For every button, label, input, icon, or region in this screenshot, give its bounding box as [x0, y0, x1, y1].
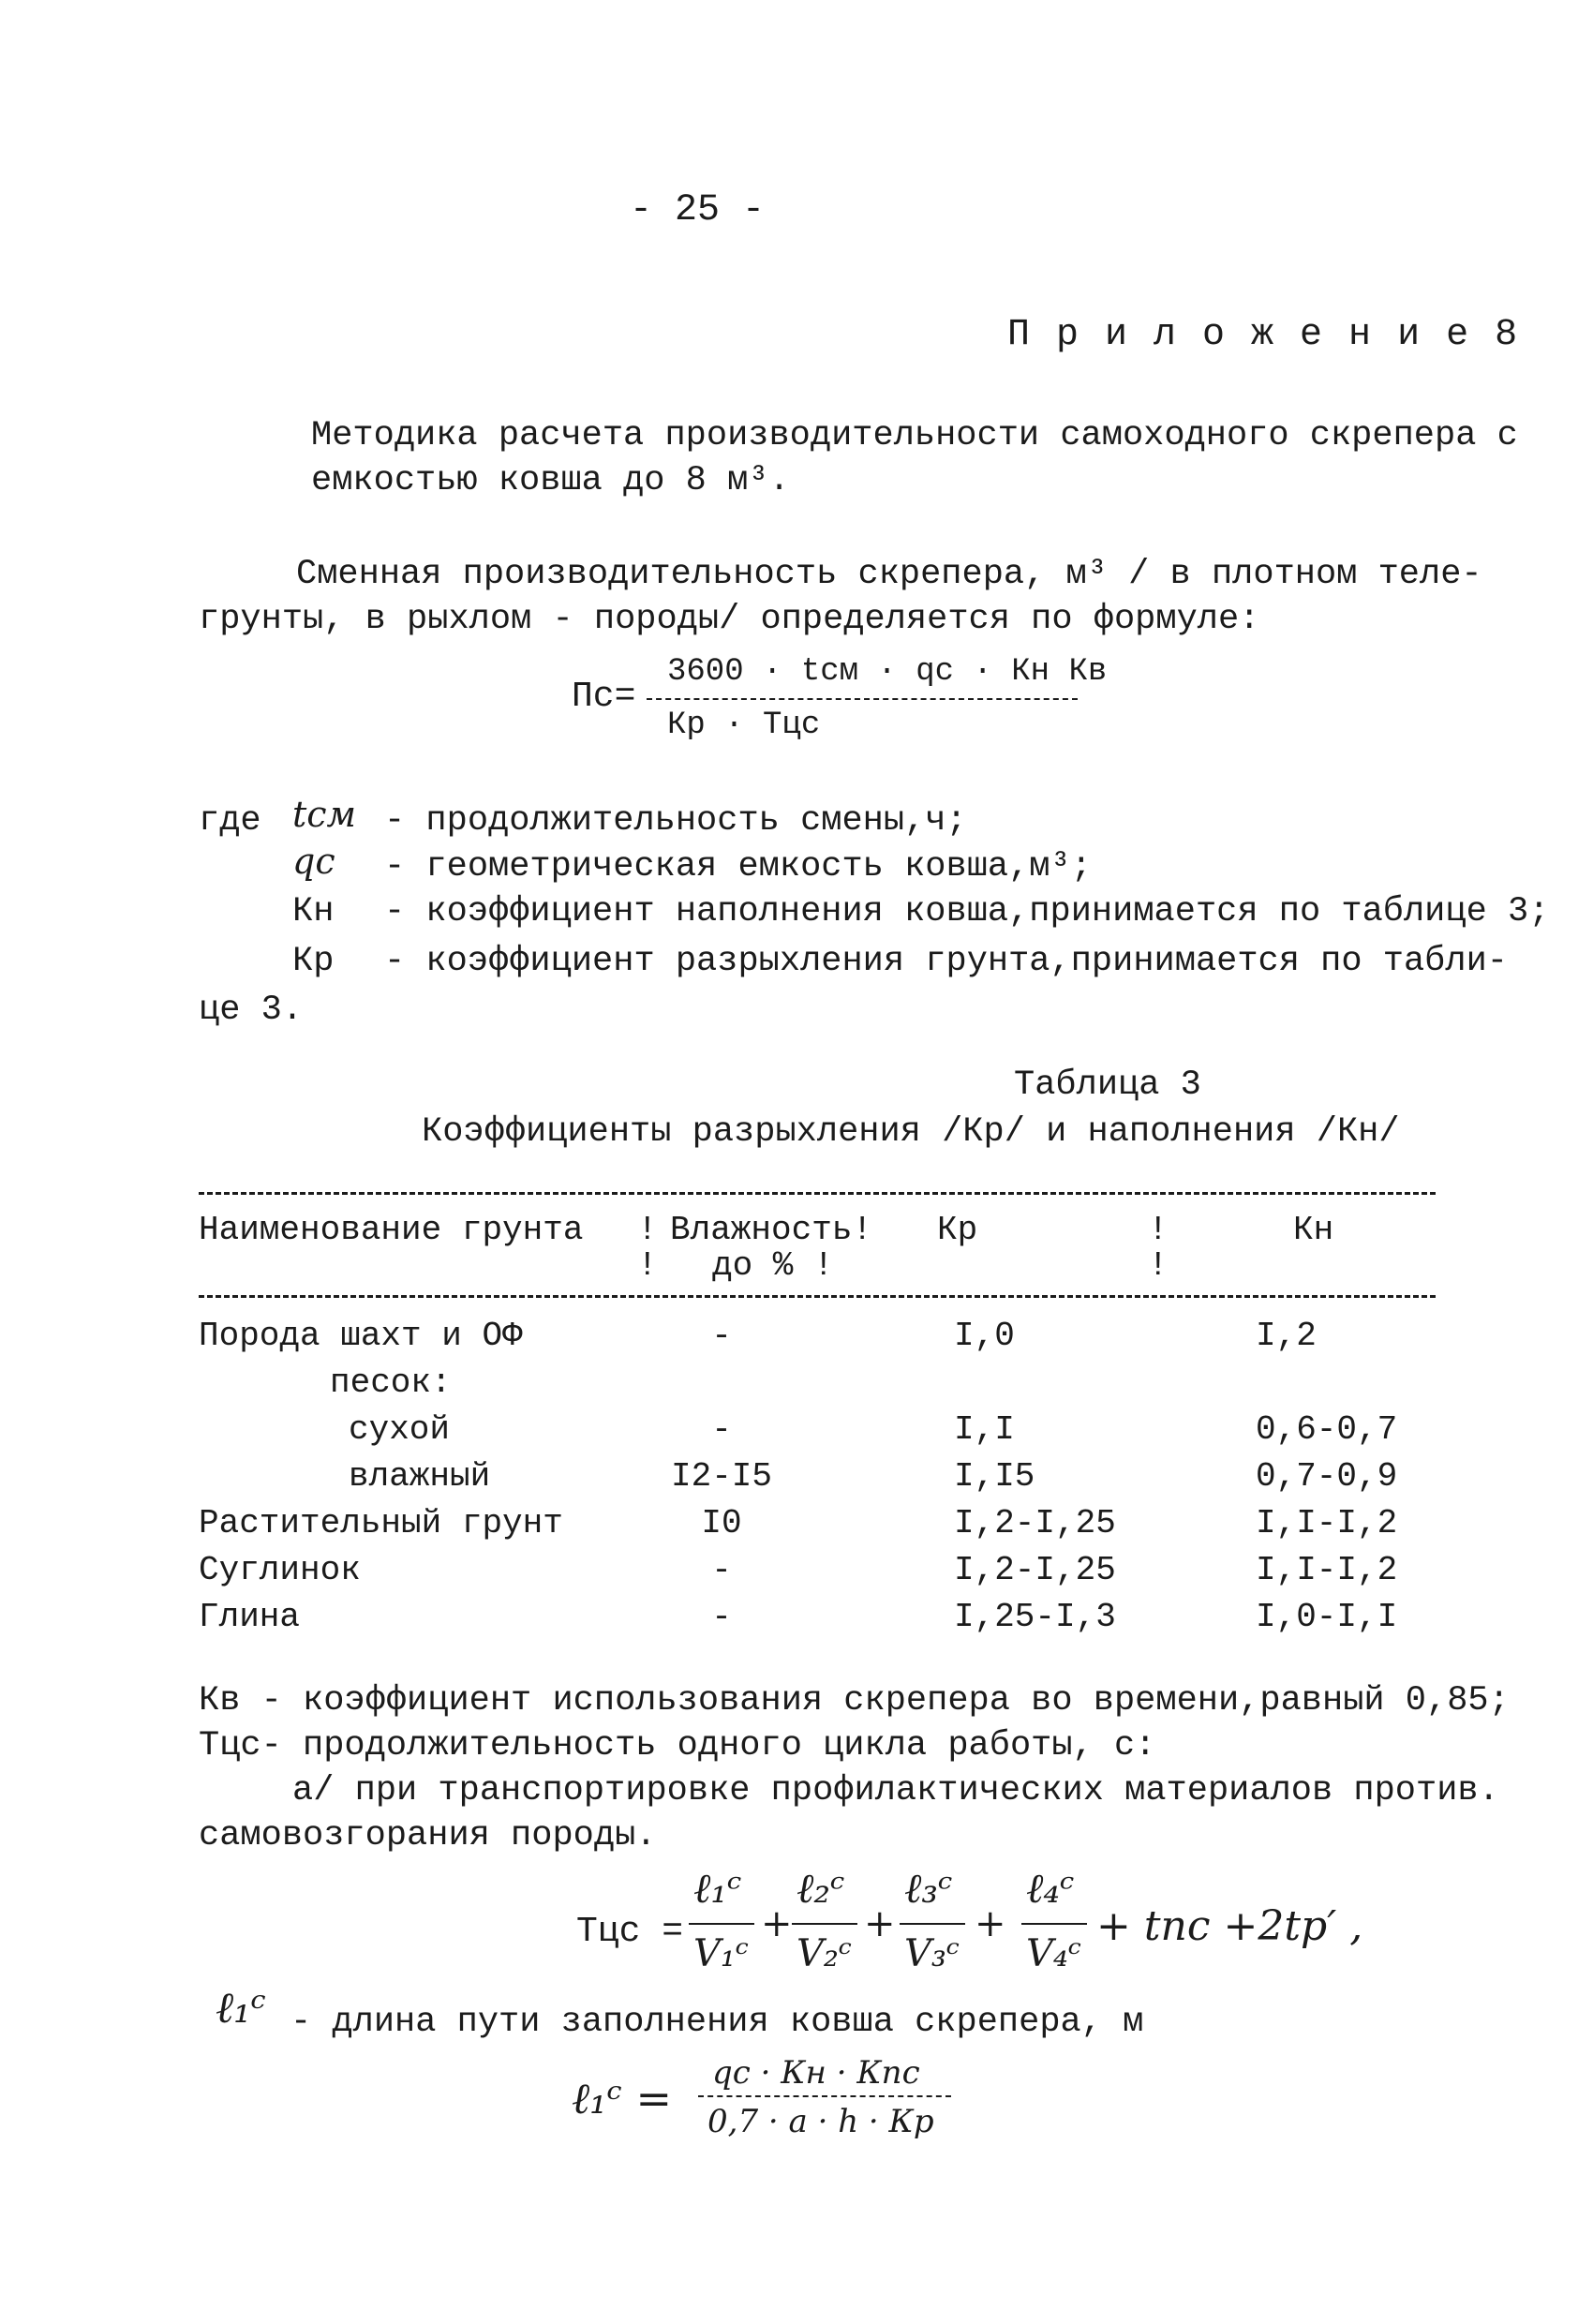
tcs-definition: Тцс- продолжительность одного цикла работы, с:: [199, 1726, 1156, 1765]
header-name: Наименование грунта: [199, 1211, 584, 1249]
cell-kp: I,I: [954, 1410, 1015, 1449]
formula2-plus-2: +: [864, 1902, 896, 1945]
formula2-num-3: ℓ₃ᶜ: [904, 1865, 953, 1913]
header-sep-1b: !: [637, 1246, 658, 1285]
cell-humidity: I2-I5: [670, 1457, 773, 1496]
formula1-lhs: Пс=: [572, 677, 636, 717]
header-sep-1: !: [637, 1211, 658, 1249]
case-a-line-1: а/ при транспортировке профилактических материалов против.: [292, 1771, 1499, 1810]
cell-humidity: -: [711, 1551, 732, 1589]
title-line-1: Методика расчета производительности самоходного скрепера с: [311, 416, 1518, 455]
formula3-denominator: 0,7 · а · h · Кр: [707, 2103, 934, 2140]
cell-name: влажный: [349, 1457, 491, 1496]
table-label: Таблица 3: [1014, 1065, 1201, 1105]
cell-name: Суглинок: [199, 1551, 361, 1589]
cell-name: Глина: [199, 1598, 301, 1636]
def-text-kn: - коэффициент наполнения ковша,принимается по таблице 3;: [384, 892, 1550, 931]
formula3-numerator: qс · Кн · Кпс: [712, 2054, 920, 2092]
formula1-numerator: 3600 · tсм · qс · Кн Кв: [667, 654, 1108, 690]
header-kn: Кн: [1293, 1211, 1334, 1249]
cell-humidity: -: [711, 1317, 732, 1355]
cell-kn: I,2: [1256, 1317, 1317, 1355]
formula1-denominator: Кр · Тцс: [667, 708, 821, 743]
cell-kn: I,I-I,2: [1256, 1504, 1398, 1542]
kv-definition: Кв - коэффициент использования скрепера во времени,равный 0,85;: [199, 1681, 1510, 1721]
formula2-plus-1: +: [761, 1902, 793, 1945]
cell-kp: I,2-I,25: [954, 1551, 1116, 1589]
appendix-label: П р и л о ж е н и е 8: [1007, 314, 1520, 356]
def-symbol-kp: Кр: [292, 942, 335, 981]
formula2-den-3: V₃ᶜ: [904, 1932, 960, 1975]
page-number: - 25 -: [630, 189, 766, 231]
def-symbol-qc: qс: [292, 841, 335, 882]
def-text-tsm: - продолжительность смены,ч;: [384, 801, 967, 841]
formula2-tail: + tпс +2tр′ ,: [1096, 1902, 1363, 1950]
cell-kp: I,25-I,3: [954, 1598, 1116, 1636]
cell-kn: I,I-I,2: [1256, 1551, 1398, 1589]
formula2-lhs: Тцс =: [576, 1912, 684, 1952]
intro-line-1: Сменная производительность скрепера, м³ / в плотном теле-: [296, 555, 1482, 594]
formula2-plus-3: +: [975, 1902, 1006, 1945]
where-word: где: [199, 801, 261, 841]
def-text-qc: - геометрическая емкость ковша,м³;: [384, 847, 1092, 886]
header-humidity-2: до % !: [712, 1246, 834, 1285]
table-header-rule: [199, 1295, 1436, 1298]
intro-line-2: грунты, в рыхлом - породы/ определяется по формуле:: [199, 600, 1260, 639]
formula2-bar-4: [1021, 1923, 1087, 1925]
formula3-lhs: ℓ₁ᶜ =: [572, 2073, 672, 2123]
cell-kn: 0,6-0,7: [1256, 1410, 1398, 1449]
formula2-num-4: ℓ₄ᶜ: [1026, 1865, 1075, 1913]
cell-kp: I,0: [954, 1317, 1015, 1355]
header-kp: Кр: [937, 1211, 978, 1249]
formula2-bar-3: [900, 1923, 965, 1925]
cell-kn: I,0-I,I: [1256, 1598, 1398, 1636]
def-symbol-tsm: tсм: [292, 794, 357, 835]
length-symbol: ℓ₁ᶜ: [216, 1982, 266, 2033]
cell-name: Растительный грунт: [199, 1504, 563, 1542]
cell-humidity: I0: [701, 1504, 742, 1542]
def-text-kp: - коэффициент разрыхления грунта,принимается по табли-: [384, 942, 1508, 981]
length-text: - длина пути заполнения ковша скрепера, м: [290, 2003, 1144, 2042]
header-sep-2b: !: [1148, 1246, 1169, 1285]
cell-kp: I,2-I,25: [954, 1504, 1116, 1542]
def-continuation: це 3.: [199, 991, 304, 1030]
formula2-den-4: V₄ᶜ: [1026, 1932, 1082, 1975]
header-humidity-1: Влажность!: [670, 1211, 873, 1249]
def-symbol-kn: Кн: [292, 892, 335, 931]
formula1-fraction-bar: [647, 698, 1078, 700]
title-line-2: емкостью ковша до 8 м³.: [311, 461, 790, 500]
case-a-line-2: самовозгорания породы.: [199, 1816, 657, 1855]
cell-kn: 0,7-0,9: [1256, 1457, 1398, 1496]
formula3-fraction-bar: [698, 2095, 951, 2097]
cell-humidity: -: [711, 1598, 732, 1636]
cell-name: песок:: [330, 1363, 452, 1402]
cell-kp: I,I5: [954, 1457, 1035, 1496]
cell-name: Порода шахт и ОФ: [199, 1317, 523, 1355]
header-sep-2: !: [1148, 1211, 1169, 1249]
table-top-rule: [199, 1192, 1436, 1195]
formula2-den-2: V₂ᶜ: [796, 1932, 853, 1975]
formula2-num-1: ℓ₁ᶜ: [693, 1865, 742, 1913]
table-caption: Коэффициенты разрыхления /Кр/ и наполнения /Кн/: [422, 1112, 1400, 1152]
formula2-bar-2: [792, 1923, 857, 1925]
formula2-den-1: V₁ᶜ: [693, 1932, 750, 1975]
cell-humidity: -: [711, 1410, 732, 1449]
formula2-num-2: ℓ₂ᶜ: [796, 1865, 845, 1913]
formula2-bar-1: [689, 1923, 754, 1925]
cell-name: сухой: [349, 1410, 451, 1449]
